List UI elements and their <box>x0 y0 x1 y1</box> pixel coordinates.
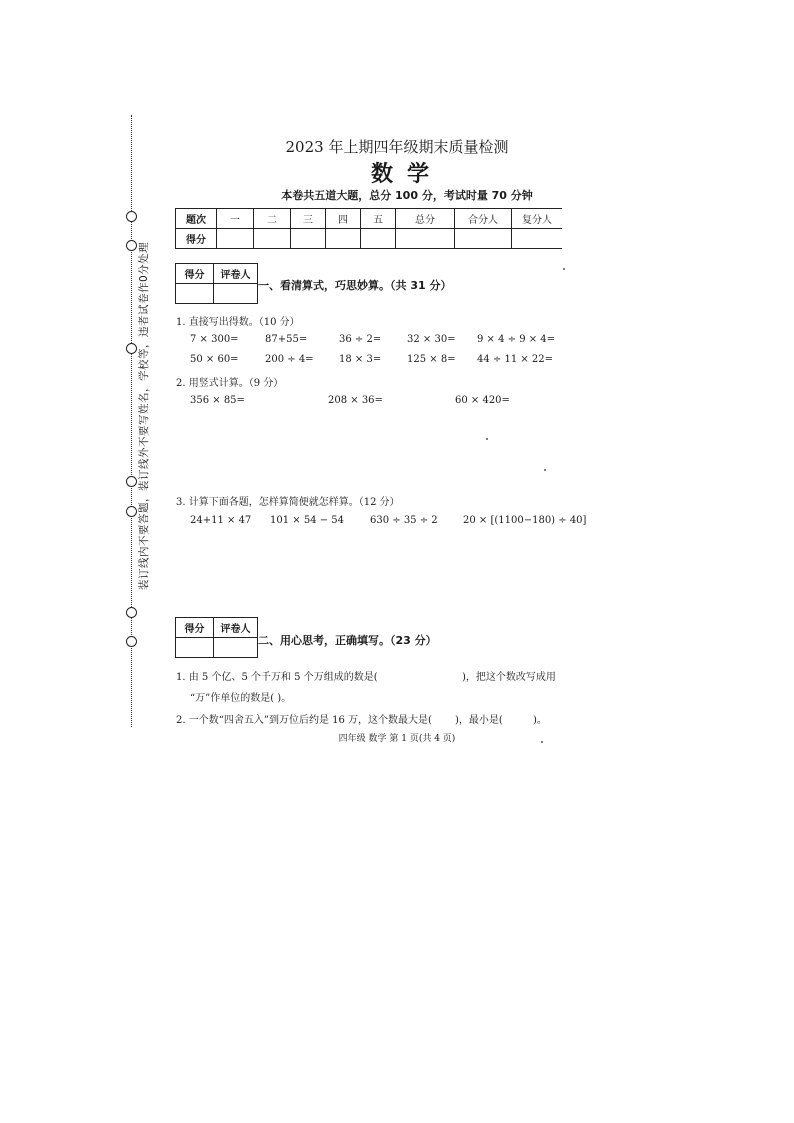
grader-name-cell[interactable] <box>214 284 258 304</box>
oral-calc-item: 44 ÷ 11 × 22= <box>477 354 554 365</box>
binding-hole-icon <box>126 607 137 618</box>
simplify-calc-item: 630 ÷ 35 ÷ 2 <box>370 515 438 526</box>
grader-score-cell[interactable] <box>176 638 214 658</box>
simplify-calc-item: 101 × 54 − 54 <box>270 515 345 526</box>
score-cell[interactable] <box>326 229 361 249</box>
section1-q3-label: 3. 计算下面各题，怎样算简便就怎样算。（12 分） <box>176 497 400 508</box>
vertical-calc-item: 356 × 85= <box>190 395 245 406</box>
section2-title: 二、用心思考，正确填写。（23 分） <box>258 634 437 647</box>
vertical-calc-item: 208 × 36= <box>328 395 383 406</box>
grader-name-label: 评卷人 <box>214 264 258 284</box>
oral-calc-item: 18 × 3= <box>339 354 382 365</box>
score-cell[interactable] <box>455 229 512 249</box>
score-table-header: 复分人 <box>512 209 563 229</box>
grader-box-section2 <box>175 617 258 658</box>
grader-score-label: 得分 <box>176 264 214 284</box>
score-table-header: 五 <box>361 209 396 229</box>
section2-q1-line1-end: )，把这个数改写成用 <box>462 672 556 683</box>
oral-calc-item: 125 × 8= <box>407 354 456 365</box>
score-table-header: 四 <box>326 209 361 229</box>
score-table <box>175 208 562 249</box>
oral-calc-item: 87+55= <box>265 334 308 345</box>
score-cell[interactable] <box>254 229 291 249</box>
score-table-header: 二 <box>254 209 291 229</box>
grader-name-label: 评卷人 <box>214 618 258 638</box>
score-cell[interactable] <box>361 229 396 249</box>
grader-name-cell[interactable] <box>214 638 258 658</box>
simplify-calc-item: 20 × [(1100−180) ÷ 40] <box>463 515 587 526</box>
score-table-header-row <box>176 209 563 229</box>
oral-calc-item: 50 × 60= <box>190 354 239 365</box>
scan-speck <box>486 438 488 440</box>
score-table-header: 题次 <box>176 209 217 229</box>
binding-note: 装订线内不要答题，装订线外不要写姓名，学校等，违者试卷作0分处理 <box>138 241 150 590</box>
exam-title: 2023 年上期四年级期末质量检测 <box>285 138 509 156</box>
score-cell[interactable] <box>396 229 455 249</box>
section1-title: 一、看清算式，巧思妙算。（共 31 分） <box>258 279 452 292</box>
scan-speck <box>544 469 546 471</box>
score-table-header: 三 <box>291 209 326 229</box>
section2-q2-part-a: 2. 一个数“四舍五入”到万位后约是 16 万，这个数最大是( <box>176 715 432 726</box>
section1-q2-label: 2. 用竖式计算。（9 分） <box>176 378 284 389</box>
section2-q1-line2: “万”作单位的数是( )。 <box>190 693 292 704</box>
oral-calc-item: 32 × 30= <box>407 334 456 345</box>
oral-calc-item: 7 × 300= <box>190 334 239 345</box>
simplify-calc-item: 24+11 × 47 <box>190 515 252 526</box>
grader-score-cell[interactable] <box>176 284 214 304</box>
subject-title: 数学 <box>370 162 443 187</box>
section2-q2-part-c: )。 <box>533 715 547 726</box>
section1-q1-label: 1. 直接写出得数。（10 分） <box>176 317 300 328</box>
score-table-header: 合分人 <box>455 209 512 229</box>
page-footer: 四年级 数学 第 1 页(共 4 页) <box>338 734 456 744</box>
oral-calc-item: 36 ÷ 2= <box>339 334 382 345</box>
binding-hole-icon <box>126 211 137 222</box>
scan-speck <box>541 741 543 743</box>
exam-info: 本卷共五道大题，总分 100 分，考试时量 70 分钟 <box>281 189 533 202</box>
score-table-score-row <box>176 229 563 249</box>
vertical-calc-item: 60 × 420= <box>455 395 510 406</box>
oral-calc-item: 9 × 4 ÷ 9 × 4= <box>477 334 556 345</box>
score-table-header: 总分 <box>396 209 455 229</box>
score-cell[interactable] <box>291 229 326 249</box>
oral-calc-item: 200 ÷ 4= <box>265 354 314 365</box>
grader-box-section1 <box>175 263 258 304</box>
binding-hole-icon <box>126 636 137 647</box>
score-cell[interactable] <box>217 229 254 249</box>
scan-speck <box>563 268 565 270</box>
section2-q1-line1: 1. 由 5 个亿、5 个千万和 5 个万组成的数是( <box>176 672 378 683</box>
score-table-header: 一 <box>217 209 254 229</box>
score-cell[interactable] <box>512 229 563 249</box>
section2-q2-part-b: )，最小是( <box>455 715 503 726</box>
grader-score-label: 得分 <box>176 618 214 638</box>
score-row-label: 得分 <box>176 229 217 249</box>
